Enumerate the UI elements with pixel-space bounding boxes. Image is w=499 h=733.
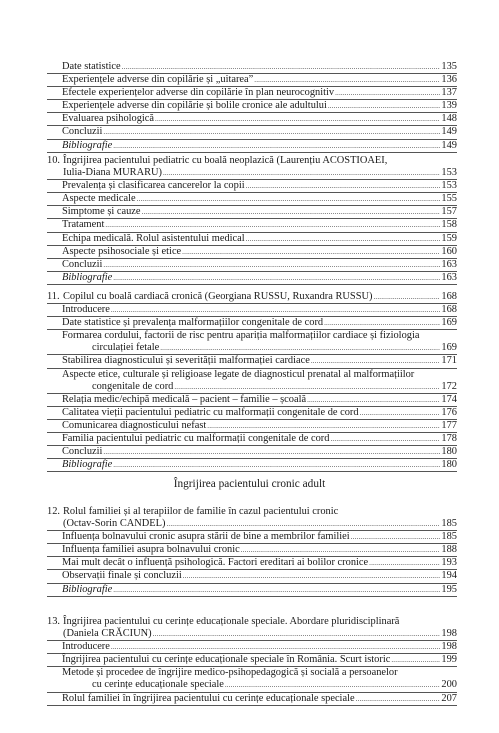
dot-leader [111, 641, 441, 653]
toc-entry [47, 570, 457, 583]
toc-entry [47, 641, 457, 654]
page-number: 158 [441, 219, 457, 231]
entry-title: Mai mult decât o influență psihologică. Factori ereditari ai bolilor cronice [62, 557, 369, 569]
entry-title: cu cerințe educaționale speciale [92, 679, 224, 691]
dot-leader [328, 100, 441, 112]
entry-title: Relația medic/echipă medicală – pacient – familie – școală [62, 393, 307, 405]
toc-entry-line [62, 394, 457, 406]
page-number: 169 [441, 342, 457, 354]
dot-leader [351, 531, 441, 543]
toc-entry-line [63, 291, 457, 303]
entry-title: Concluzii [62, 126, 103, 138]
toc-entry-line [62, 74, 457, 86]
toc-entry-line [62, 87, 457, 99]
entry-title: Stabilirea diagnosticului și severității malformației cardiace [62, 355, 310, 367]
page-number: 180 [441, 459, 457, 471]
toc-entry [47, 693, 457, 706]
page-number: 188 [441, 544, 457, 556]
dot-leader [225, 679, 441, 691]
toc-entry [47, 654, 457, 667]
toc-entry-line [62, 317, 457, 329]
dot-leader [137, 193, 441, 205]
toc-block-chapter-9-continued [47, 61, 457, 153]
entry-title: Aspecte psihosociale și etice [62, 245, 182, 257]
dot-leader [163, 167, 440, 179]
dot-leader [103, 446, 440, 458]
page-number: 198 [441, 628, 457, 640]
toc-entry [47, 584, 457, 597]
toc-entry [47, 206, 457, 219]
dot-leader [113, 272, 440, 284]
chapter-number: 13. [47, 616, 60, 627]
dot-leader [105, 219, 440, 231]
dot-leader [311, 355, 441, 367]
toc-block-chapter-10 [47, 155, 457, 285]
dot-leader [182, 246, 440, 258]
toc-block-chapter-12 [47, 506, 457, 597]
dot-leader [160, 342, 440, 354]
toc-entry [47, 304, 457, 317]
toc-entry-line [62, 654, 457, 666]
toc-entry-line [62, 679, 457, 691]
dot-leader [246, 233, 441, 245]
toc-entry [47, 246, 457, 259]
page-number: 157 [441, 206, 457, 218]
dot-leader [103, 126, 440, 138]
page-number: 153 [441, 167, 457, 179]
entry-title: Concluzii [62, 446, 103, 458]
entry-title: Îngrijirea pacientului pediatric cu boală neoplazică (Laurențiu ACOSTIOAEI, [63, 155, 388, 166]
entry-title: Formarea cordului, factorii de risc pentru apariția malformațiilor cardiace și fiziologia [62, 330, 420, 342]
page-number: 169 [441, 317, 457, 329]
toc-entry-line [62, 557, 457, 569]
toc-entry-line [62, 693, 457, 705]
dot-leader [113, 584, 440, 596]
toc-entry [47, 433, 457, 446]
toc-entry-line [62, 140, 457, 152]
entry-title: Concluzii [62, 258, 103, 270]
toc-entry [47, 446, 457, 459]
dot-leader [155, 113, 440, 125]
toc-entry-line [62, 180, 457, 192]
toc-entry [47, 100, 457, 113]
toc-entry-line [62, 584, 457, 596]
page-number: 159 [441, 232, 457, 244]
page-number: 180 [441, 446, 457, 458]
entry-title: Tratament [62, 219, 105, 231]
toc-block-chapter-13 [47, 616, 457, 706]
entry-title: Experiențele adverse din copilărie și bolile cronice ale adultului [62, 100, 327, 112]
toc-entry-line [62, 407, 457, 419]
toc-entry [47, 219, 457, 232]
entry-title: Simptome și cauze [62, 206, 141, 218]
dot-leader [307, 394, 440, 406]
page-number: 207 [441, 692, 457, 704]
toc-entry [47, 74, 457, 87]
toc-entry [47, 193, 457, 206]
toc-entry-line [62, 433, 457, 445]
entry-title: Influența familiei asupra bolnavului cronic [62, 544, 240, 556]
page-number: 153 [441, 180, 457, 192]
toc-entry-line [62, 233, 457, 245]
toc-entry-line [62, 544, 457, 556]
dot-leader [122, 61, 441, 73]
dot-leader [330, 433, 440, 445]
dot-leader [111, 304, 441, 316]
page-number: 149 [441, 126, 457, 138]
entry-title: Influența bolnavului cronic asupra stării de bine a membrilor familiei [62, 531, 350, 543]
page-number: 139 [441, 100, 457, 112]
toc-entry-line [62, 100, 457, 112]
entry-title: Experiențele adverse din copilărie și „uitarea” [62, 74, 254, 86]
toc-entry [47, 355, 457, 368]
page-number: 174 [441, 393, 457, 405]
toc-entry-line [62, 420, 457, 432]
toc-entry [47, 531, 457, 544]
entry-title: Rolul familiei în îngrijirea pacientului cu cerințe educaționale speciale [62, 692, 355, 704]
entry-title: Comunicarea diagnosticului nefast [62, 419, 207, 431]
page-number: 160 [441, 245, 457, 257]
entry-title: Efectele experiențelor adverse din copilărie în plan neurocognitiv [62, 87, 335, 99]
page-number: 195 [441, 583, 457, 595]
toc-entry-line [62, 61, 457, 73]
entry-title: Evaluarea psihologică [62, 113, 155, 125]
entry-title: Îngrijirea pacientului cu cerințe educaționale speciale în România. Scurt istoric [62, 654, 391, 666]
dot-leader [254, 74, 440, 86]
page-number: 171 [441, 355, 457, 367]
entry-title: Iulia-Diana MURARU) [63, 167, 162, 179]
dot-leader [356, 693, 441, 705]
toc-entry-line [62, 459, 457, 471]
page-number: 193 [441, 557, 457, 569]
dot-leader [153, 628, 441, 640]
entry-title: Calitatea vieții pacientului pediatric cu malformații congenitale de cord [62, 406, 359, 418]
page-number: 172 [441, 380, 457, 392]
entry-title: (Daniela CRĂCIUN) [63, 628, 152, 640]
toc-entry-line [62, 531, 457, 543]
toc-entry [47, 459, 457, 472]
entry-title: Copilul cu boală cardiacă cronică (Georgiana RUSSU, Ruxandra RUSSU) [63, 291, 373, 302]
dot-leader [246, 180, 441, 192]
toc-entry [47, 557, 457, 570]
entry-title: Bibliografie [62, 583, 113, 595]
toc-entry [47, 330, 457, 355]
toc-entry-line [62, 193, 457, 205]
entry-title: congenitale de cord [92, 380, 174, 392]
entry-title: Introducere [62, 641, 110, 653]
toc-entry-line [62, 381, 457, 393]
page-number: 163 [441, 258, 457, 270]
chapter-number: 10. [47, 155, 60, 166]
entry-title: Prevalența și clasificarea cancerelor la copii [62, 180, 245, 192]
toc-entry [47, 420, 457, 433]
toc-entry [47, 87, 457, 100]
dot-leader [373, 291, 440, 303]
page-number: 163 [441, 271, 457, 283]
page-number: 137 [441, 87, 457, 99]
entry-title: Date statistice și prevalența malformațiilor congenitale de cord [62, 317, 324, 329]
chapter-number: 11. [47, 291, 60, 302]
page-number: 148 [441, 113, 457, 125]
page-number: 135 [441, 61, 457, 72]
toc-entry-line [63, 518, 457, 530]
dot-leader [324, 317, 440, 329]
page-number: 185 [441, 531, 457, 543]
toc-entry-line [62, 304, 457, 316]
toc-entry [47, 272, 457, 285]
dot-leader [335, 87, 440, 99]
page-number: 155 [441, 193, 457, 205]
toc-chapter-entry [47, 616, 457, 641]
page-number: 136 [441, 74, 457, 86]
toc-entry-line [63, 167, 457, 179]
dot-leader [241, 544, 441, 556]
toc-entry-line [62, 570, 457, 582]
toc-entry-line [62, 246, 457, 258]
page-number: 168 [441, 304, 457, 316]
dot-leader [360, 407, 441, 419]
toc-entry-line [62, 342, 457, 354]
entry-title: Aspecte etice, culturale și religioase legate de diagnosticul prenatal al malformațiilor [62, 368, 415, 380]
toc-entry [47, 369, 457, 394]
dot-leader [166, 518, 440, 530]
entry-title: circulației fetale [92, 342, 160, 354]
toc-entry-line [62, 126, 457, 138]
toc-entry-line [62, 355, 457, 367]
entry-title: Bibliografie [62, 459, 113, 471]
entry-title: Bibliografie [62, 139, 113, 151]
toc-entry-line [62, 113, 457, 125]
toc-chapter-entry [47, 506, 457, 531]
page-number: 199 [441, 654, 457, 666]
dot-leader [391, 654, 440, 666]
toc-entry [47, 140, 457, 153]
toc-entry [47, 126, 457, 139]
toc-entry [47, 113, 457, 126]
dot-leader [113, 459, 440, 471]
entry-title: Introducere [62, 304, 110, 316]
page-number: 178 [441, 433, 457, 445]
dot-leader [103, 259, 440, 271]
toc-block-chapter-11 [47, 291, 457, 472]
toc-entry [47, 317, 457, 330]
toc-entry-line [62, 446, 457, 458]
entry-title: Date statistice [62, 61, 121, 72]
entry-title: Echipa medicală. Rolul asistentului medical [62, 232, 245, 244]
page-number: 177 [441, 419, 457, 431]
entry-title: Aspecte medicale [62, 193, 136, 205]
dot-leader [183, 570, 441, 582]
page-number: 168 [441, 291, 457, 302]
page-number: 194 [441, 570, 457, 582]
entry-title: (Octav-Sorin CANDEL) [63, 518, 166, 530]
dot-leader [113, 140, 440, 152]
toc-entry [47, 180, 457, 193]
toc-entry-line [62, 206, 457, 218]
toc-entry [47, 407, 457, 420]
toc-entry-line [62, 219, 457, 231]
toc-chapter-entry [47, 155, 457, 180]
dot-leader [207, 420, 440, 432]
toc-entry [47, 394, 457, 407]
dot-leader [369, 557, 440, 569]
page-number: 176 [441, 406, 457, 418]
toc-entry [47, 667, 457, 692]
entry-title: Îngrijirea pacientului cu cerințe educaționale speciale. Abordare pluridisciplinară [63, 616, 400, 627]
toc-entry [47, 61, 457, 74]
toc-entry-line [63, 628, 457, 640]
dot-leader [174, 381, 440, 393]
dot-leader [142, 206, 441, 218]
section-heading: Îngrijirea pacientului cronic adult [173, 478, 326, 490]
page-number: 149 [441, 139, 457, 151]
toc-entry [47, 259, 457, 272]
entry-title: Familia pacientului pediatric cu malformații congenitale de cord [62, 433, 330, 445]
entry-title: Metode și procedee de îngrijire medico-psihopedagogică și socială a persoanelor [62, 667, 398, 679]
page-number: 200 [441, 679, 457, 691]
toc-entry [47, 233, 457, 246]
page-number: 185 [441, 518, 457, 530]
toc-entry [47, 544, 457, 557]
toc-entry-line [62, 272, 457, 284]
entry-title: Observații finale și concluzii [62, 570, 182, 582]
toc-entry-line [62, 259, 457, 271]
chapter-number: 12. [47, 506, 60, 517]
toc-chapter-entry [47, 291, 457, 304]
entry-title: Rolul familiei și al terapiilor de familie în cazul pacientului cronic [63, 506, 339, 517]
toc-entry-line [62, 641, 457, 653]
entry-title: Bibliografie [62, 271, 113, 283]
page-number: 198 [441, 641, 457, 653]
